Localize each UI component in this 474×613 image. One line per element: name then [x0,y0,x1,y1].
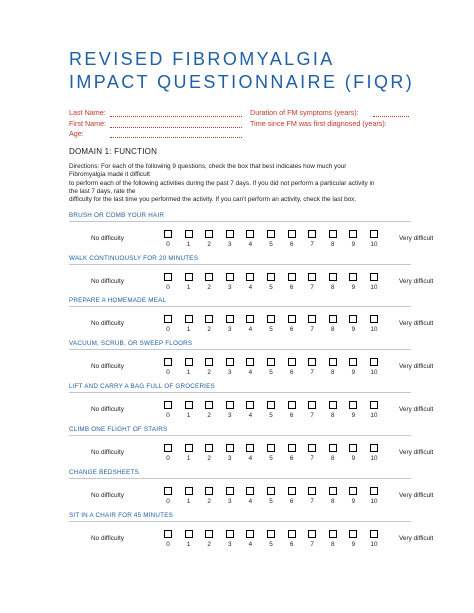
rating-checkbox[interactable] [267,315,275,323]
rating-number: 7 [310,241,314,248]
rating-number: 9 [351,241,356,248]
rating-number: 3 [228,284,232,291]
rating-checkbox[interactable] [205,273,213,281]
rating-number: 2 [207,455,211,462]
rating-checkbox[interactable] [267,444,275,452]
rating-checkbox[interactable] [329,530,337,538]
rating-number: 7 [310,284,314,291]
rating-checkbox[interactable] [164,401,172,409]
duration-field [250,108,359,117]
no-difficulty-label: No difficulty [91,492,124,499]
question-label: CLIMB ONE FLIGHT OF STAIRS [69,426,168,433]
no-difficulty-label: No difficulty [91,449,124,456]
time-since-label: Time since FM was first diagnosed (years): [250,119,387,128]
rating-checkbox[interactable] [308,273,316,281]
rating-number: 9 [351,369,356,376]
directions-line: Fibromyalgia made it difficult [69,171,150,179]
rating-number: 8 [331,326,335,333]
age-label: Age: [69,129,84,138]
rating-number: 4 [248,369,253,376]
rating-number: 4 [248,498,253,505]
rating-checkbox[interactable] [205,230,213,238]
first-name-input[interactable] [110,127,242,128]
question-divider [69,435,411,436]
rating-checkbox[interactable] [370,487,378,495]
rating-number: 9 [351,412,356,419]
rating-number: 4 [248,326,253,333]
rating-checkbox[interactable] [370,230,378,238]
rating-checkbox[interactable] [267,358,275,366]
very-difficult-label: Very difficult [399,235,434,242]
rating-checkbox[interactable] [246,401,254,409]
question-label: LIFT AND CARRY A BAG FULL OF GROCERIES [69,383,215,390]
rating-checkbox[interactable] [349,358,357,366]
question-item [69,255,434,291]
rating-checkbox[interactable] [308,401,316,409]
question-divider [69,264,411,265]
rating-checkbox[interactable] [349,444,357,452]
rating-checkbox[interactable] [308,358,316,366]
rating-number: 0 [166,241,170,248]
rating-number: 6 [289,369,294,376]
rating-checkbox[interactable] [267,530,275,538]
first-name-field [69,119,106,128]
rating-number: 5 [269,284,273,291]
last-name-field [69,108,106,117]
rating-number: 5 [269,412,273,419]
rating-number: 8 [331,241,335,248]
rating-checkbox[interactable] [185,487,193,495]
question-label: WALK CONTINUOUSLY FOR 20 MINUTES [69,255,199,262]
rating-number: 2 [207,412,211,419]
rating-number: 2 [207,498,211,505]
rating-number: 9 [351,455,356,462]
question-divider [69,392,411,393]
rating-number: 5 [269,326,273,333]
rating-checkbox[interactable] [205,444,213,452]
rating-number: 8 [331,541,335,548]
rating-checkbox[interactable] [370,315,378,323]
question-divider [69,349,411,350]
rating-number: 3 [228,326,232,333]
rating-number: 6 [289,498,294,505]
rating-number: 3 [228,498,232,505]
question-item [69,512,434,548]
rating-checkbox[interactable] [246,444,254,452]
rating-checkbox[interactable] [329,273,337,281]
question-item [69,426,434,462]
rating-checkbox[interactable] [288,530,296,538]
rating-checkbox[interactable] [349,273,357,281]
rating-number: 7 [310,369,314,376]
rating-number: 5 [269,541,273,548]
very-difficult-label: Very difficult [399,278,434,285]
rating-checkbox[interactable] [370,273,378,281]
question-item [69,340,434,376]
rating-number: 9 [351,541,356,548]
last-name-input[interactable] [110,116,242,117]
rating-checkbox[interactable] [329,230,337,238]
form-title-line2: IMPACT QUESTIONNAIRE (FIQR) [69,72,415,92]
rating-number: 7 [310,541,314,548]
question-item [69,297,434,333]
rating-checkbox[interactable] [267,230,275,238]
rating-checkbox[interactable] [308,487,316,495]
rating-checkbox[interactable] [288,401,296,409]
rating-checkbox[interactable] [164,315,172,323]
rating-number: 1 [186,241,191,248]
rating-number: 4 [248,541,253,548]
rating-checkbox[interactable] [349,315,357,323]
question-divider [69,306,411,307]
rating-number: 8 [331,369,335,376]
rating-number: 10 [370,498,378,505]
rating-number: 0 [166,455,170,462]
rating-number: 1 [186,369,191,376]
rating-number: 0 [166,369,170,376]
rating-number: 4 [248,455,253,462]
rating-number: 4 [248,412,253,419]
very-difficult-label: Very difficult [399,406,434,413]
rating-number: 9 [351,326,356,333]
rating-checkbox[interactable] [226,530,234,538]
rating-checkbox[interactable] [288,487,296,495]
rating-number: 6 [289,241,294,248]
rating-checkbox[interactable] [226,315,234,323]
last-name-label: Last Name: [69,108,106,117]
rating-checkbox[interactable] [164,358,172,366]
rating-number: 6 [289,326,294,333]
form-title-line1: REVISED FIBROMYALGIA [69,49,335,69]
question-label: CHANGE BEDSHEETS [69,469,140,476]
rating-number: 3 [228,412,232,419]
age-field [69,129,84,138]
rating-checkbox[interactable] [164,230,172,238]
rating-checkbox[interactable] [329,401,337,409]
rating-checkbox[interactable] [329,487,337,495]
rating-number: 2 [207,241,211,248]
rating-number: 6 [289,541,294,548]
rating-checkbox[interactable] [185,444,193,452]
rating-number: 10 [370,541,378,548]
rating-checkbox[interactable] [329,444,337,452]
no-difficulty-label: No difficulty [91,535,124,542]
rating-checkbox[interactable] [246,315,254,323]
rating-number: 10 [370,369,378,376]
rating-number: 5 [269,241,273,248]
rating-checkbox[interactable] [329,358,337,366]
very-difficult-label: Very difficult [399,363,434,370]
rating-checkbox[interactable] [164,273,172,281]
rating-checkbox[interactable] [370,530,378,538]
rating-number: 8 [331,284,335,291]
rating-number: 0 [166,498,170,505]
rating-checkbox[interactable] [205,401,213,409]
no-difficulty-label: No difficulty [91,235,124,242]
rating-number: 0 [166,284,170,291]
rating-checkbox[interactable] [288,444,296,452]
rating-checkbox[interactable] [349,401,357,409]
rating-number: 1 [186,455,191,462]
rating-number: 2 [207,326,211,333]
rating-checkbox[interactable] [226,230,234,238]
rating-number: 1 [186,498,191,505]
rating-checkbox[interactable] [349,230,357,238]
rating-number: 6 [289,284,294,291]
rating-number: 4 [248,284,253,291]
question-item [69,469,434,505]
rating-checkbox[interactable] [308,315,316,323]
rating-checkbox[interactable] [205,358,213,366]
rating-number: 6 [289,455,294,462]
rating-checkbox[interactable] [185,315,193,323]
rating-checkbox[interactable] [349,487,357,495]
domain-title: DOMAIN 1: FUNCTION [69,147,158,156]
very-difficult-label: Very difficult [399,320,434,327]
rating-number: 9 [351,284,356,291]
duration-label: Duration of FM symptoms (years): [250,108,359,117]
rating-checkbox[interactable] [226,401,234,409]
duration-input[interactable] [373,116,409,117]
very-difficult-label: Very difficult [399,492,434,499]
rating-checkbox[interactable] [185,230,193,238]
directions-line: to perform each of the following activities during the past 7 days. If you did not perform a particular activity in [69,179,375,187]
rating-number: 6 [289,412,294,419]
very-difficult-label: Very difficult [399,449,434,456]
rating-checkbox[interactable] [226,358,234,366]
rating-checkbox[interactable] [205,315,213,323]
rating-checkbox[interactable] [308,230,316,238]
question-label: SIT IN A CHAIR FOR 45 MINUTES [69,512,174,519]
rating-number: 5 [269,498,273,505]
rating-checkbox[interactable] [267,487,275,495]
question-divider [69,221,411,222]
rating-checkbox[interactable] [288,273,296,281]
rating-checkbox[interactable] [288,230,296,238]
question-label: PREPARE A HOMEMADE MEAL [69,297,167,304]
question-label: VACUUM, SCRUB, OR SWEEP FLOORS [69,340,193,347]
rating-checkbox[interactable] [226,444,234,452]
rating-number: 3 [228,455,232,462]
question-item [69,212,434,248]
rating-checkbox[interactable] [164,487,172,495]
question-label: BRUSH OR COMB YOUR HAIR [69,212,165,219]
rating-number: 1 [186,284,191,291]
rating-checkbox[interactable] [349,530,357,538]
question-divider [69,521,411,522]
rating-number: 10 [370,326,378,333]
rating-number: 4 [248,241,253,248]
no-difficulty-label: No difficulty [91,320,124,327]
rating-checkbox[interactable] [308,530,316,538]
rating-number: 8 [331,412,335,419]
directions-line: the last 7 days, rate the [69,187,136,195]
no-difficulty-label: No difficulty [91,278,124,285]
rating-number: 0 [166,412,170,419]
rating-checkbox[interactable] [185,358,193,366]
rating-checkbox[interactable] [370,401,378,409]
rating-number: 2 [207,541,211,548]
rating-number: 7 [310,455,314,462]
rating-checkbox[interactable] [246,230,254,238]
rating-number: 8 [331,455,335,462]
rating-checkbox[interactable] [226,273,234,281]
directions-line: difficulty for the last time you performed the activity. If you can't perform an activity, check the last box. [69,196,357,204]
rating-checkbox[interactable] [246,358,254,366]
question-divider [69,478,411,479]
first-name-label: First Name: [69,119,107,128]
rating-number: 10 [370,412,378,419]
rating-number: 10 [370,455,378,462]
question-item [69,383,434,419]
age-input[interactable] [110,137,242,138]
rating-number: 9 [351,498,356,505]
rating-number: 1 [186,326,191,333]
no-difficulty-label: No difficulty [91,406,124,413]
rating-checkbox[interactable] [205,530,213,538]
rating-number: 2 [207,284,211,291]
rating-checkbox[interactable] [226,487,234,495]
rating-checkbox[interactable] [288,315,296,323]
rating-checkbox[interactable] [370,444,378,452]
rating-checkbox[interactable] [185,530,193,538]
directions-line: Directions: For each of the following 9 questions, check the box that best indicates how much your [69,163,347,170]
rating-checkbox[interactable] [308,444,316,452]
very-difficult-label: Very difficult [399,535,434,542]
rating-checkbox[interactable] [246,273,254,281]
directions-text [69,163,414,204]
rating-checkbox[interactable] [267,401,275,409]
rating-checkbox[interactable] [267,273,275,281]
rating-checkbox[interactable] [246,487,254,495]
rating-number: 1 [186,541,191,548]
rating-number: 7 [310,498,314,505]
rating-number: 5 [269,455,273,462]
rating-number: 7 [310,412,314,419]
rating-number: 10 [370,241,378,248]
rating-checkbox[interactable] [185,273,193,281]
rating-number: 10 [370,284,378,291]
rating-number: 2 [207,369,211,376]
rating-number: 0 [166,541,170,548]
rating-checkbox[interactable] [288,358,296,366]
rating-number: 1 [186,412,191,419]
rating-checkbox[interactable] [205,487,213,495]
rating-checkbox[interactable] [185,401,193,409]
rating-number: 3 [228,241,232,248]
rating-number: 8 [331,498,335,505]
no-difficulty-label: No difficulty [91,363,124,370]
rating-number: 3 [228,541,232,548]
rating-number: 5 [269,369,273,376]
rating-checkbox[interactable] [164,444,172,452]
rating-number: 0 [166,326,170,333]
rating-checkbox[interactable] [329,315,337,323]
rating-checkbox[interactable] [164,530,172,538]
rating-number: 3 [228,369,232,376]
rating-number: 7 [310,326,314,333]
time-since-field [250,119,387,128]
rating-checkbox[interactable] [246,530,254,538]
rating-checkbox[interactable] [370,358,378,366]
